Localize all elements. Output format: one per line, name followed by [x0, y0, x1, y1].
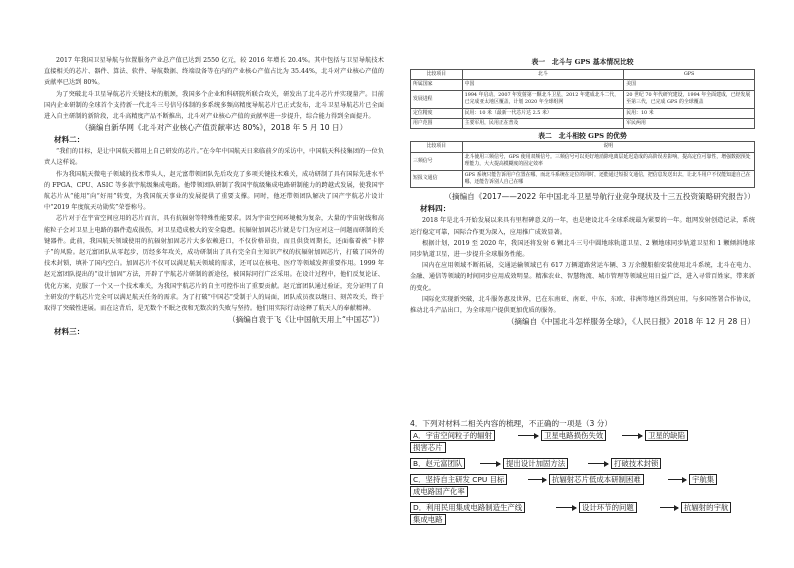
table-row [411, 170, 755, 188]
option-c-box-3: 宇航集 [689, 474, 717, 485]
paragraph-2: 为了突破北斗卫星导航芯片关键技术的瓶颈，我国多个企业和科研院所联合攻关，研发出了北斗芯片并实现量产。目前国内企业研制的全球首个支持新一代北斗三号信号体制的多系统多频高精度导航芯片已正式发布，北斗卫星导航芯片已全面进入自主研制的新阶段，北斗高精度产品不断推出，北斗对产业核心产值的贡献率进一步提升，综合能力得到全面提升。 [44, 90, 384, 121]
material-2-heading: 材料二： [54, 135, 85, 145]
table-row [411, 119, 755, 129]
table-cell: 短报文通信 [411, 170, 463, 188]
arrow-b-2 [588, 463, 608, 464]
option-b-box-3: 打破技术封锁 [611, 458, 661, 469]
table-cell: 所属国家 [411, 80, 463, 90]
table-cell: 北斗使用三频信号，GPS 使用双频信号。三频信号可以更好地消除电离层延迟造成的高阶误差影响，提高定位可靠性，增强数据预处理能力，大大提高模糊度的固定效率 [462, 152, 754, 170]
paragraph-1: 2017 年我国卫星导航与位置服务产业总产值已达到 2550 亿元，较 2016 年增长 20.4%。其中包括与卫星导航技术直接相关的芯片、器件、算法、软件、导航数据、终端设备等在内的产业核心产值占比为 35.44%，北斗对产业核心产值的贡献率已达到 80%。 [44, 57, 384, 87]
option-d-box-3: 抗辐射的宇航 [681, 502, 731, 513]
table-cell: 发展进程 [411, 90, 463, 108]
citation-3: （摘编自《2017——2022 年中国北斗卫星导航行业竞争现状及十三五投资策略研究报告》） [444, 192, 755, 202]
option-c-box-1b: 成电路国产化率 [410, 486, 468, 497]
option-a-box-1b: 损害芯片 [410, 442, 446, 453]
table-header-cell: 北斗 [462, 70, 624, 80]
paragraph-7: 根据计划，2019 至 2020 年，我国还将发射 6 颗北斗三号中圆地球轨道卫星、2 颗地球同步轨道卫星和 1 颗倾斜地球同步轨道卫星，进一步提升全球服务性能。 [410, 239, 755, 259]
table-row [411, 90, 755, 108]
paragraph-6: 2018 年是北斗开始发展以来具有里程碑意义的一年，也是建设北斗全球系统最为紧要的一年。组网发射创造记录，系统运行稳定可靠，国际合作更为深入，应用推广成效显著。 [410, 217, 755, 236]
citation-1: （摘编自新华网《北斗对产业核心产值贡献率达 80%》，2018 年 5 月 10 日） [80, 123, 348, 133]
question-stem: 4．下列对材料二相关内容的梳理，不正确的一项是（3 分） [410, 419, 612, 428]
table-2 [410, 141, 755, 188]
table-2-title: 表二 北斗相较 GPS 的优势 [538, 132, 627, 141]
table-cell: 20 世纪 70 年代研究建设，1994 年全面建成，已经发展至第三代，已完成 GPS 的全球覆盖 [624, 90, 755, 108]
option-d-box-1b: 集成电路 [410, 514, 446, 525]
table-row [411, 80, 755, 90]
table-cell: GPS 系统只能告诉用户位置在哪，而北斗系统在定位的同时，还能通过短报文通信，把信息发送出去，让北斗用户不仅能知道自己在哪，还能告诉别人自己在哪 [462, 170, 754, 188]
citation-4: （摘编自《中国北斗怎样服务全球》，《人民日报》2018 年 12 月 28 日） [506, 317, 755, 327]
table-cell: 主要军用，民用正在普及 [462, 119, 624, 129]
arrow-a-2 [622, 435, 642, 436]
option-a-box-1: A．宇宙空间粒子的辐射 [410, 430, 495, 441]
arrow-d-1 [556, 507, 576, 508]
option-c-box-1: C．坚持自主研发 CPU 目标 [410, 474, 507, 485]
right-column [410, 0, 755, 327]
left-column [44, 0, 384, 338]
arrow-d-2 [660, 507, 678, 508]
table-cell: 用户范围 [411, 119, 463, 129]
citation-2: （摘编自袁于飞《让中国航天用上“中国芯”》） [228, 315, 384, 325]
table-cell: 美国 [624, 80, 755, 90]
table-header-row [411, 142, 755, 152]
table-cell: 民用：10 米（最新一代芯片达 2.5 米） [462, 108, 624, 118]
material-4-heading: 材料四： [420, 204, 451, 214]
table-row [411, 108, 755, 118]
table-cell: 三频信号 [411, 152, 463, 170]
option-d-box-1: D．利用民用集成电路制造生产线 [410, 502, 525, 513]
table-header-cell: 比较项目 [411, 142, 463, 152]
option-a-box-2: 卫星电路损伤失效 [541, 430, 606, 441]
table-header-cell: 说明 [462, 142, 754, 152]
paragraph-4: 作为我国航天微电子领域的技术带头人，赵元富带领团队先后攻克了多项关键技术难关，成功研制了具有国际先进水平的 FPGA、CPU、ASIC 等多款宇航级集成电路。他带领团队研制了我国宇航级集成电路研制能力的跨越式发展，使我国宇航芯片从“能用”向“好用”转变，为我国航天事业的发展提供了重要支撑。同时，他还带领团队解决了国产宇航芯片设计中“2019 年度航天功勋奖”荣誉称号。 [44, 170, 384, 212]
table-cell: 民用：10 米 [624, 108, 755, 118]
table-1-title: 表一 北斗与 GPS 基本情况比较 [531, 58, 634, 66]
table-cell: 中国 [462, 80, 624, 90]
option-c-box-2: 抗辐射芯片低成本研制困难 [549, 474, 644, 485]
paragraph-8: 国内在应用领域不断拓展，交通运输领域已有 617 万辆道路营运车辆、3 万余艘船舶安装使用北斗系统，北斗在电力、金融、通信等领域的时间同步应用成效明显。精准农业、智慧物流、城市管理等领域应用日益广泛，进入寻常百姓家，带来新的变化。 [410, 262, 755, 292]
table-header-row [411, 70, 755, 80]
arrow-c-1 [528, 479, 546, 480]
table-cell: 军民两用 [624, 119, 755, 129]
option-b-box-1: B．赵元富团队 [410, 458, 465, 469]
arrow-c-2 [668, 479, 686, 480]
paragraph-5: 芯片对于在宇宙空间应用的芯片而言，具有抗辐射等特殊性能要求。因为宇宙空间环境极为复杂，大量的宇宙射线和高能粒子会对卫星上电路的器件造成损伤，对卫星造成极大的安全隐患。抗辐射加固芯片就是专门为应对这一问题而研制的关键器件。此前，我国航天领域使用的抗辐射加固芯片大多依赖进口，不仅价格昂贵，而且供货周期长，还面临着被“卡脖子”的风险。赵元富团队从零起步，历经多年攻关，成功研制出了具有完全自主知识产权的抗辐射加固芯片，打破了国外的技术封锁，填补了国内空白。加固芯片不仅可以满足航天领域的需求，还可以在核电、医疗等领域发挥重要作用。1999 年赵元富团队提出的“设计加固”方法，开辟了宇航芯片研制的新途径，被国际同行广泛采用。在设计过程中，他们反复论证、优化方案，克服了一个又一个技术难关，为我国宇航芯片的自主可控作出了重要贡献。赵元富团队通过验证，充分证明了自主研发的宇航芯片完全可以满足航天任务的需求。为了打破“中国芯”受制于人的局面，团队成员夜以继日、刻苦攻关，终于取得了突破性进展。而在这背后，是无数个不眠之夜和无数次的失败与坚持。他们用实际行动诠释了航天人的奉献精神。 [44, 215, 384, 313]
paragraph-9: 国际化实现新突破，北斗服务惠及世界，已在东南亚、南亚、中东、东欧、非洲等地区得到应用，与多国签署合作协议，推动北斗产品出口，为全球用户提供更加优质的服务。 [410, 295, 755, 315]
arrow-a-1 [518, 435, 538, 436]
table-row [411, 152, 755, 170]
table-cell: 1994 年启动，2007 年发射第一颗北斗卫星，2012 年建成北斗二代，已完成亚太地区覆盖，计划 2020 年全球组网 [462, 90, 624, 108]
table-header-cell: 比较项目 [411, 70, 463, 80]
option-a-box-3: 卫星的缺陷 [645, 430, 688, 441]
arrow-b-1 [480, 463, 500, 464]
material-3-heading: 材料三： [54, 327, 85, 337]
option-b-box-2: 提出设计加固方法 [503, 458, 568, 469]
option-d-box-2: 设计环节的问题 [579, 502, 637, 513]
table-header-cell: GPS [624, 70, 755, 80]
table-1 [410, 69, 755, 129]
table-cell: 定位精度 [411, 108, 463, 118]
question-4-flowchart [410, 418, 755, 568]
paragraph-3: “我们的目标，是让中国航天都用上自己研发的芯片。”在今年中国航天日来临前夕的采访中，中国航天科技集团的一位负责人这样说。 [44, 148, 384, 167]
